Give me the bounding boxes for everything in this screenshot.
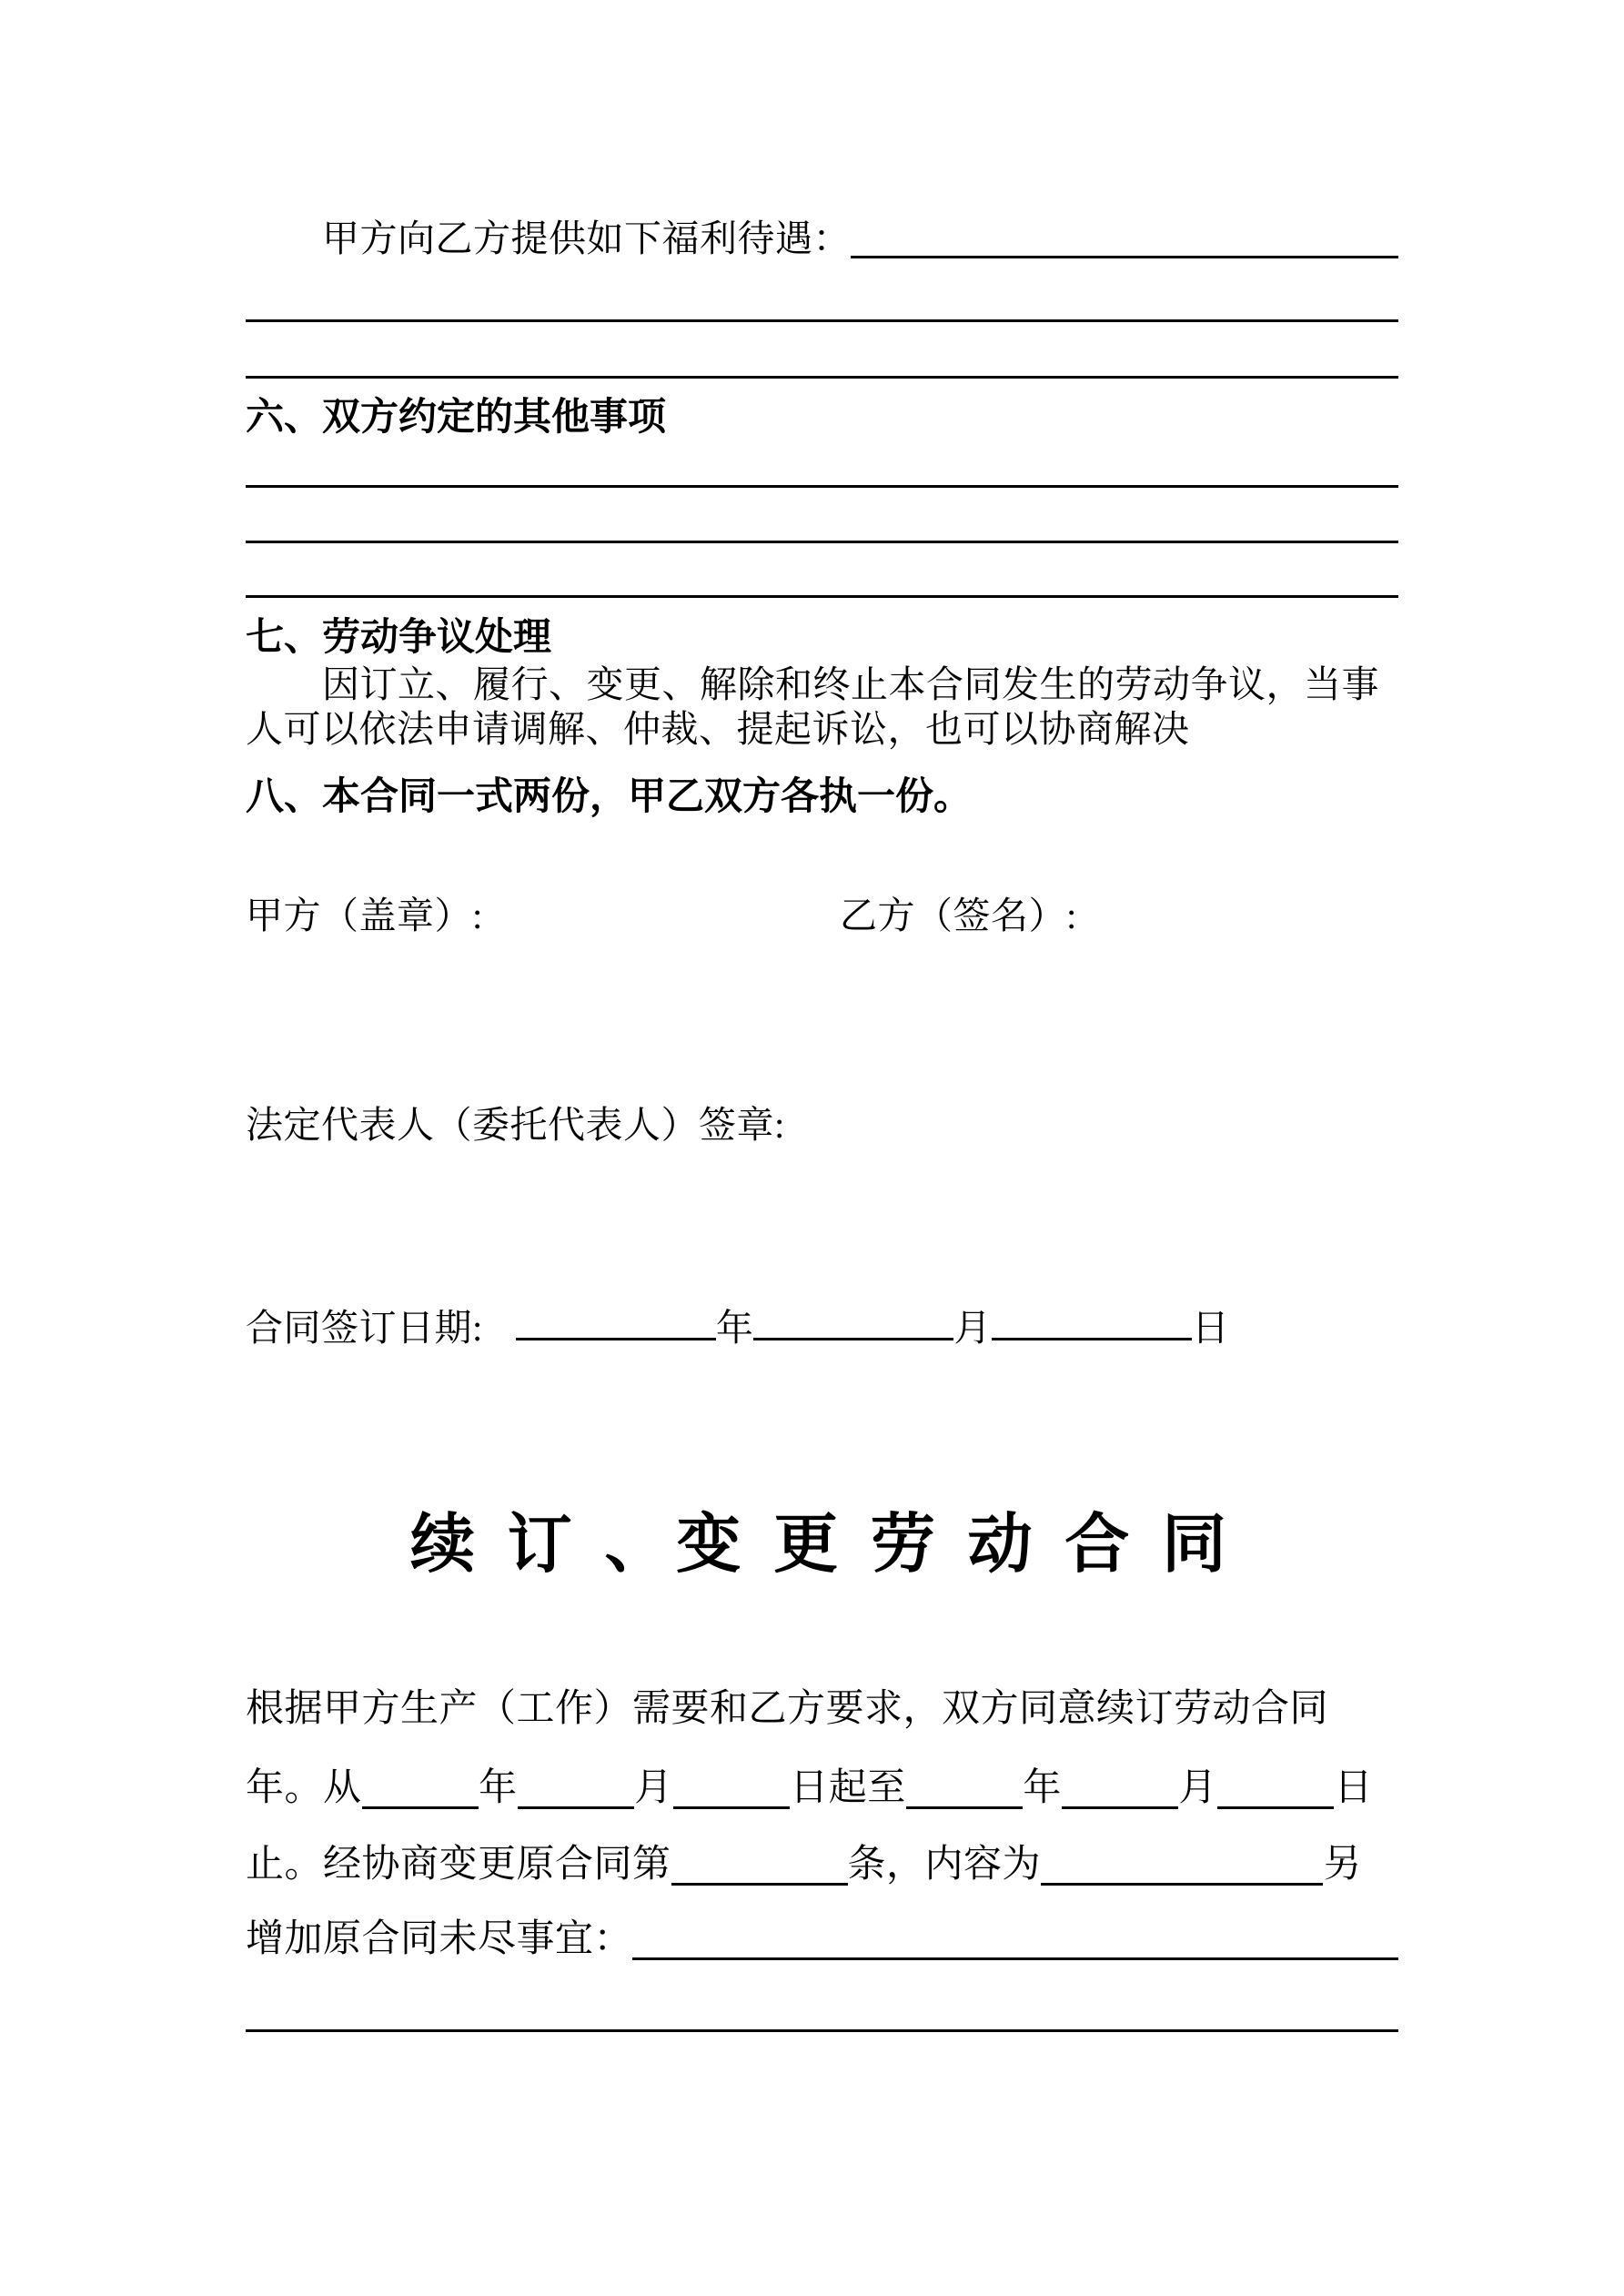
ruled-blank-line[interactable]	[246, 2029, 1398, 2032]
start-year-blank[interactable]	[362, 1806, 479, 1809]
legal-representative-label: 法定代表人（委托代表人）签章:	[246, 1104, 785, 1146]
end-month-blank[interactable]	[1062, 1806, 1179, 1809]
paragraph-line: 因订立、履行、变更、解除和终止本合同发生的劳动争议，当事	[322, 663, 1379, 705]
sign-month-blank[interactable]	[753, 1338, 953, 1340]
party-b-sign-label: 乙方（签名）:	[840, 895, 1077, 936]
ruled-blank-line[interactable]	[246, 485, 1398, 488]
party-a-seal-label: 甲方（盖章）:	[246, 895, 483, 936]
day-label: 日	[1191, 1307, 1230, 1349]
renewal-title: 续 订 、变 更 劳 动 合 同	[409, 1509, 1235, 1581]
section-eight-heading: 八、本合同一式两份，甲乙双方各执一份。	[246, 774, 973, 817]
period-text: 月	[1178, 1766, 1217, 1809]
section-seven-heading: 七、劳动争议处理	[246, 615, 552, 658]
period-text: 年	[1023, 1766, 1062, 1809]
renewal-period-line	[246, 1764, 1398, 1809]
additional-label: 增加原合同未尽事宜：	[246, 1917, 633, 1960]
year-label: 年	[715, 1307, 754, 1349]
renewal-amendment-line	[246, 1840, 1398, 1886]
period-text: 日	[1334, 1766, 1373, 1809]
renewal-additional-line	[246, 1917, 1398, 1960]
amend-article-blank[interactable]	[671, 1883, 848, 1886]
period-text: 日起至	[790, 1766, 906, 1809]
period-text: 年。从	[246, 1766, 362, 1809]
ruled-blank-line[interactable]	[246, 541, 1398, 543]
paragraph-line: 人可以依法申请调解、仲裁、提起诉讼，也可以协商解决	[246, 708, 1190, 751]
amend-text: 条，内容为	[847, 1843, 1042, 1886]
sign-day-blank[interactable]	[992, 1338, 1192, 1340]
contract-date-label: 合同签订日期:	[246, 1307, 483, 1349]
amend-text: 止。经协商变更原合同第	[246, 1843, 671, 1886]
end-day-blank[interactable]	[1217, 1806, 1335, 1809]
start-day-blank[interactable]	[673, 1806, 791, 1809]
additional-fill-blank[interactable]	[632, 1957, 1398, 1960]
end-year-blank[interactable]	[906, 1806, 1024, 1809]
month-label: 月	[953, 1307, 992, 1349]
section-six-heading: 六、双方约定的其他事项	[246, 395, 667, 438]
ruled-blank-line[interactable]	[246, 595, 1398, 598]
ruled-blank-line[interactable]	[246, 376, 1398, 379]
contract-date-line	[246, 1307, 1398, 1349]
signature-row	[246, 894, 1398, 941]
ruled-blank-line[interactable]	[246, 319, 1398, 322]
period-text: 年	[479, 1766, 518, 1809]
section-seven-paragraph	[246, 663, 1398, 752]
start-month-blank[interactable]	[518, 1806, 635, 1809]
period-text: 月	[634, 1766, 673, 1809]
sign-year-blank[interactable]	[516, 1338, 716, 1340]
welfare-label: 甲方向乙方提供如下福利待遇：	[322, 217, 851, 259]
renewal-lead-line: 根据甲方生产（工作）需要和乙方要求，双方同意续订劳动合同	[246, 1688, 1329, 1730]
amend-content-blank[interactable]	[1041, 1883, 1323, 1886]
amend-text: 另	[1323, 1843, 1362, 1886]
welfare-line	[246, 215, 1398, 258]
welfare-fill-blank[interactable]	[851, 256, 1398, 258]
